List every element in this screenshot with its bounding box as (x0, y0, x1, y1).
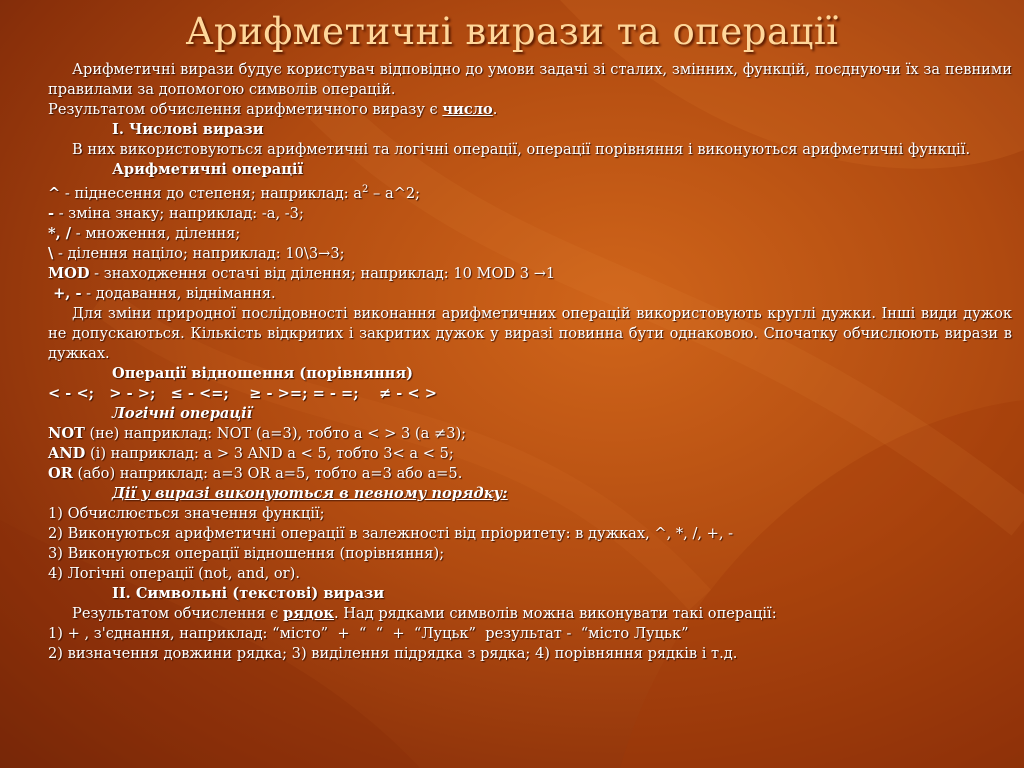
order-heading: Дії у виразі виконуються в певному порядку: (112, 484, 508, 502)
intro-paragraph: Арифметичні вирази будує користувач відповідно до умови задачі зі сталих, змінних, функцій, поєднуючи їх за певними правилами за допомогою символів операцій. (48, 61, 1012, 98)
arith-op-add-subtract: +, - - додавання, віднімання. (48, 284, 276, 302)
relational-ops-line: < - <; > - >; ≤ - <=; ≥ - >=; = - =; ≠ - < > (48, 384, 437, 402)
arith-ops-heading: Арифметичні операції (112, 161, 304, 178)
string-op-concat: 1) + , з'єднання, наприклад: “місто” + “ “ + “Луцьк” результат - “місто Луцьк” (48, 624, 689, 642)
arith-op-int-divide: \ - ділення націло; наприклад: 10\3→3; (48, 244, 345, 262)
brackets-paragraph: Для зміни природної послідовності виконання арифметичних операцій використовують круглі дужки. Інші види дужок не допускаються. Кількість відкритих і закритих дужок у виразі повинна бути однаковою. Спочатку обчислюють вирази в дужках. (48, 304, 1012, 362)
arith-ops-list (48, 180, 1012, 304)
term-number: число (442, 101, 493, 118)
string-op-others: 2) визначення довжини рядка; 3) виділення підрядка з рядка; 4) порівняння рядків і т.д. (48, 644, 738, 662)
logical-ops-heading: Логічні операції (112, 404, 253, 422)
order-steps-list (48, 504, 1012, 584)
order-step: 3) Виконуються операції відношення (порівняння); (48, 544, 445, 562)
order-step: 2) Виконуються арифметичні операції в залежності від пріоритету: в дужках, ^, *, /, +, - (48, 524, 734, 542)
relational-ops-heading: Операції відношення (порівняння) (112, 364, 414, 382)
section-string-heading: II. Символьні (текстові) вирази (112, 584, 385, 602)
section-numeric-heading: I. Числові вирази (112, 121, 264, 138)
term-string: рядок (282, 604, 334, 622)
arith-op-mod: MOD - знаходження остачі від ділення; наприклад: 10 MOD 3 →1 (48, 264, 556, 282)
section-numeric-text: В них використовуються арифметичні та логічні операції, операції порівняння і виконуються арифметичні функції. (72, 141, 971, 158)
arith-op-multiply-divide: *, / - множення, ділення; (48, 224, 241, 242)
arith-op-power: ^ - піднесення до степеня; наприклад: $a^2$ – a^2; (48, 184, 421, 202)
slide-title: Арифметичні вирази та операції (185, 10, 839, 53)
intro-result-line: Результатом обчислення арифметичного виразу є число. (48, 101, 498, 118)
arith-op-negation: - - зміна знаку; наприклад: -a, -3; (48, 204, 304, 222)
order-step: 4) Логічні операції (not, and, or). (48, 564, 300, 582)
logical-op-and: AND (і) наприклад: a > 3 AND a < 5, тобто 3< a < 5; (48, 444, 454, 462)
logical-op-not: NOT (не) наприклад: NOT (a=3), тобто a < > 3 (a ≠3); (48, 424, 467, 442)
string-intro-line: Результатом обчислення є рядок. Над рядками символів можна виконувати такі операції: (72, 604, 777, 622)
order-step: 1) Обчислюється значення функції; (48, 504, 325, 522)
slide-body (48, 60, 1012, 664)
logical-ops-list (48, 424, 1012, 484)
logical-op-or: OR (або) наприклад: a=3 OR a=5, тобто a=3 або a=5. (48, 464, 463, 482)
